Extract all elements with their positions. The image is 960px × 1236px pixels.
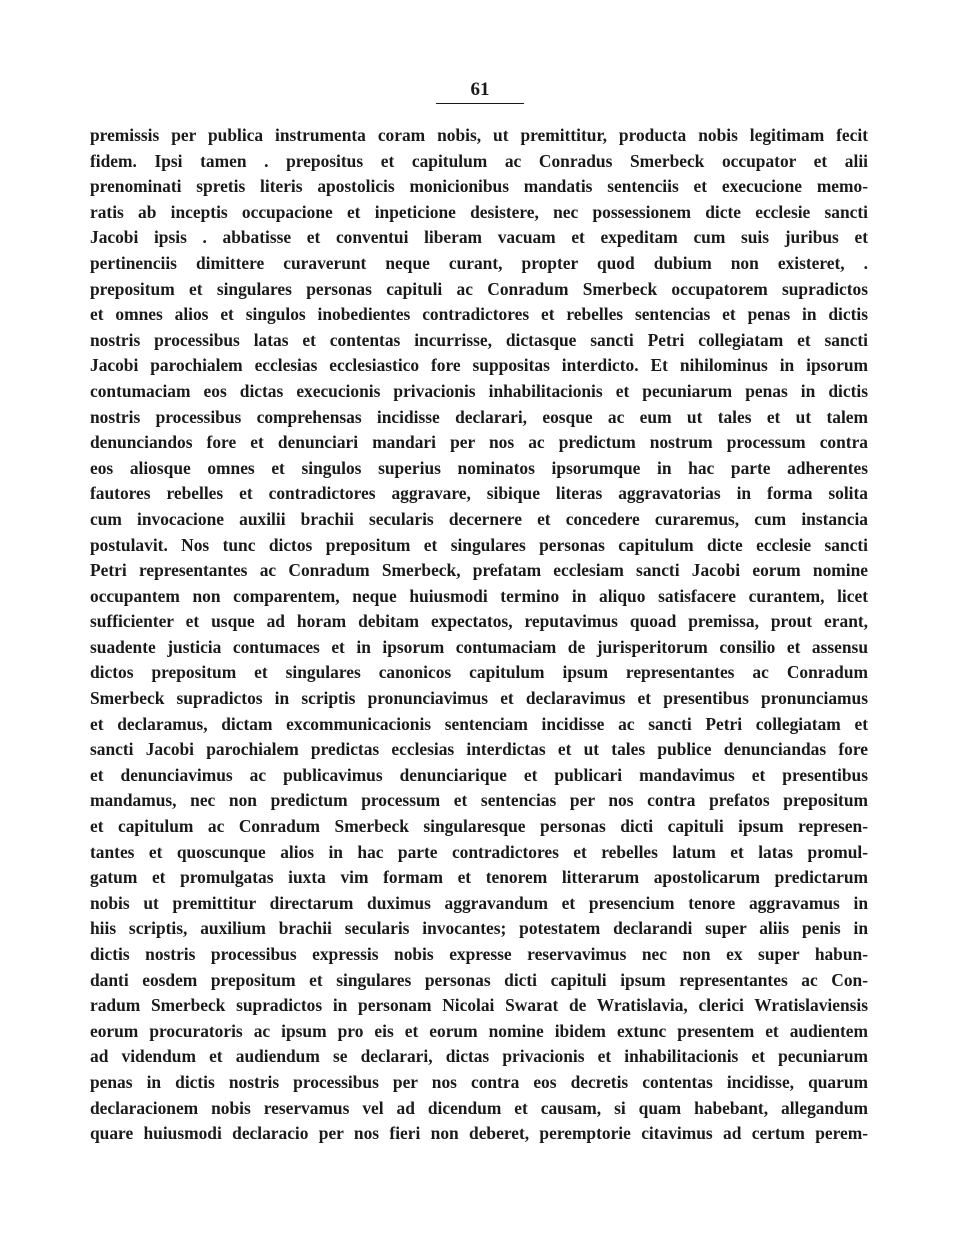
text-line: prenominati spretis literis apostolicis monicionibus mandatis sentenciis et execucione memo- xyxy=(90,176,868,197)
text-line: eorum procuratoris ac ipsum pro eis et eorum nomine ibidem extunc presentem et audientem xyxy=(90,1020,868,1041)
text-line: Jacobi ipsis . abbatisse et conventui liberam vacuam et expeditam cum suis juribus et xyxy=(90,227,868,248)
text-line: cum invocacione auxilii brachii secularis decernere et concedere curaremus, cum instancia xyxy=(90,508,868,529)
text-line: et denunciavimus ac publicavimus denunciarique et publicari mandavimus et presentibus xyxy=(90,764,868,785)
text-line: Jacobi parochialem ecclesias ecclesiastico fore suppositas interdicto. Et nihilominus in ipsorum xyxy=(90,355,868,376)
text-line: nobis ut premittitur directarum duximus aggravandum et presencium tenore aggravamus in xyxy=(90,892,868,913)
text-line: denunciandos fore et denunciari mandari per nos ac predictum nostrum processum contra xyxy=(90,432,868,453)
text-line: contumaciam eos dictas execucionis privacionis inhabilitacionis et pecuniarum penas in dictis xyxy=(90,380,868,401)
text-line: danti eosdem prepositum et singulares personas dicti capituli ipsum representantes ac Con- xyxy=(90,969,868,990)
text-line: sufficienter et usque ad horam debitam expectatos, reputavimus quoad premissa, prout erant, xyxy=(90,611,868,632)
text-line: occupantem non comparentem, neque huiusmodi termino in aliquo satisfacere curantem, licet xyxy=(90,585,868,606)
text-line: et omnes alios et singulos inobedientes contradictores et rebelles sentencias et penas in dictis xyxy=(90,304,868,325)
text-line: prepositum et singulares personas capituli ac Conradum Smerbeck occupatorem supradictos xyxy=(90,278,868,299)
text-line: fidem. Ipsi tamen . prepositus et capitulum ac Conradus Smerbeck occupator et alii xyxy=(90,150,868,171)
text-line: premissis per publica instrumenta coram nobis, ut premittitur, producta nobis legitimam fecit xyxy=(90,125,868,145)
body-text xyxy=(90,123,868,1147)
text-line: Smerbeck supradictos in scriptis pronunciavimus et declaravimus et presentibus pronunciamus xyxy=(90,688,868,709)
text-line: ad videndum et audiendum se declarari, dictas privacionis et inhabilitacionis et pecuniarum xyxy=(90,1046,868,1067)
text-line: et capitulum ac Conradum Smerbeck singularesque personas dicti capituli ipsum represen- xyxy=(90,816,868,837)
text-line: declaracionem nobis reservamus vel ad dicendum et causam, si quam habebant, allegandum xyxy=(90,1097,868,1118)
text-line: dictos prepositum et singulares canonicos capitulum ipsum representantes ac Conradum xyxy=(90,662,868,683)
page-number: 61 xyxy=(470,79,490,100)
page-number-rule xyxy=(436,103,524,104)
text-line: nostris processibus latas et contentas incurrisse, dictasque sancti Petri collegiatam et sancti xyxy=(90,329,868,350)
text-line: et declaramus, dictam excommunicacionis sentenciam incidisse ac sancti Petri collegiatam et xyxy=(90,713,868,734)
text-line: dictis nostris processibus expressis nobis expresse reservavimus nec non ex super habun- xyxy=(90,944,868,964)
text-line: penas in dictis nostris processibus per nos contra eos decretis contentas incidisse, quarum xyxy=(90,1071,868,1092)
text-line: eos aliosque omnes et singulos superius nominatos ipsorumque in hac parte adherentes xyxy=(90,457,868,478)
text-line: hiis scriptis, auxilium brachii secularis invocantes; potestatem declarandi super aliis penis in xyxy=(90,918,868,939)
text-line: sancti Jacobi parochialem predictas ecclesias interdictas et ut tales publice denunciandas fore xyxy=(90,739,868,760)
text-line: gatum et promulgatas iuxta vim formam et tenorem litterarum apostolicarum predictarum xyxy=(90,867,868,888)
text-line: postulavit. Nos tunc dictos prepositum et singulares personas capitulum dicte ecclesie sancti xyxy=(90,534,868,555)
text-line: ratis ab inceptis occupacione et inpeticione desistere, nec possessionem dicte ecclesie sancti xyxy=(90,201,868,222)
text-line: pertinenciis dimittere curaverunt neque curant, propter quod dubium non existeret, . xyxy=(90,252,868,273)
text-line: tantes et quoscunque alios in hac parte contradictores et rebelles latum et latas promul- xyxy=(90,841,868,862)
text-line: quare huiusmodi declaracio per nos fieri non deberet, peremptorie citavimus ad certum perem- xyxy=(90,1123,868,1144)
text-line: suadente justicia contumaces et in ipsorum contumaciam de jurisperitorum consilio et assensu xyxy=(90,636,868,657)
text-line: nostris processibus comprehensas incidisse declarari, eosque ac eum ut tales et ut talem xyxy=(90,406,868,427)
text-line: fautores rebelles et contradictores aggravare, sibique literas aggravatorias in forma solita xyxy=(90,483,868,504)
text-line: mandamus, nec non predictum processum et sentencias per nos contra prefatos prepositum xyxy=(90,790,868,811)
text-line: radum Smerbeck supradictos in personam Nicolai Swarat de Wratislavia, clerici Wratislaviensis xyxy=(90,995,868,1016)
text-line: Petri representantes ac Conradum Smerbeck, prefatam ecclesiam sancti Jacobi eorum nomine xyxy=(90,560,868,581)
